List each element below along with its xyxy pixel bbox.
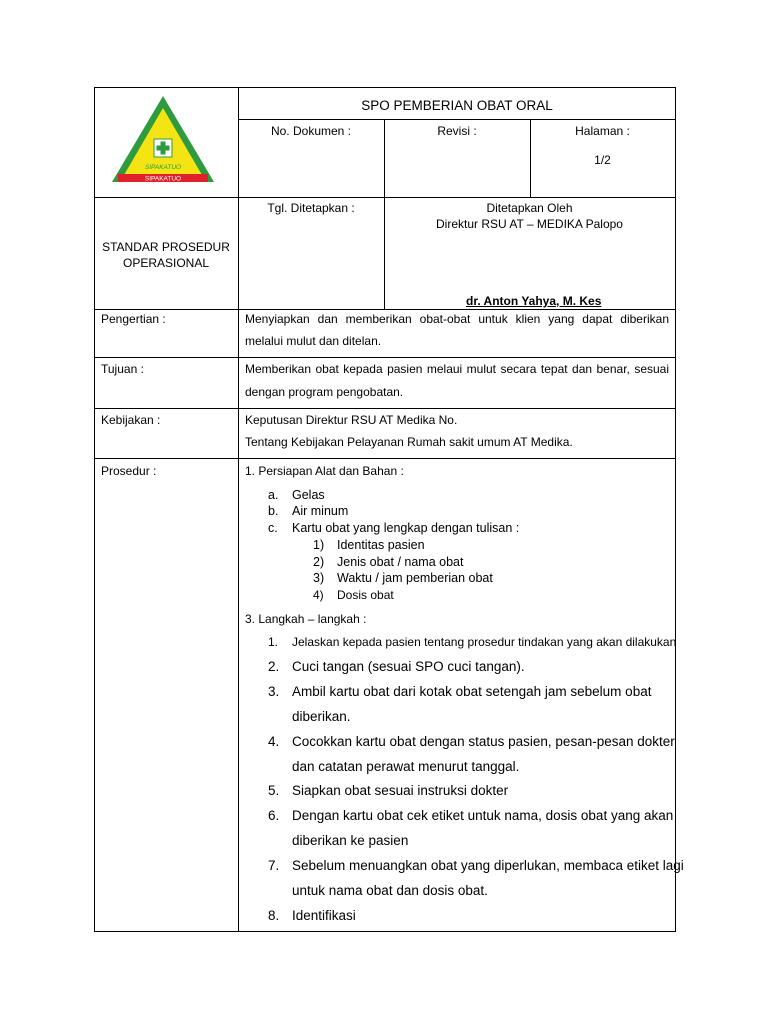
step-marker: 7. — [268, 858, 280, 873]
prosedur-heading1: 1. Persiapan Alat dan Bahan : — [245, 464, 404, 478]
sub-item: Identitas pasien — [337, 538, 425, 552]
border-tujuan-bottom — [94, 408, 676, 409]
step-text: Cocokkan kartu obat dengan status pasien, pesan-pesan dokter — [292, 734, 675, 749]
pengertian-label: Pengertian : — [101, 312, 166, 326]
step-marker: 1. — [268, 635, 279, 649]
prosedur-heading2: 3. Langkah – langkah : — [245, 612, 367, 626]
list-item-marker: b. — [268, 504, 279, 518]
page-value: 1/2 — [594, 153, 611, 167]
border-row1-bottom — [94, 197, 676, 198]
step-text-cont: dan catatan perawat menurut tanggal. — [292, 759, 520, 774]
signatory-name: dr. Anton Yahya, M. Kes — [466, 294, 602, 308]
revision-label: Revisi : — [437, 124, 477, 138]
page-label: Halaman : — [575, 124, 630, 138]
step-text: Siapkan obat sesuai instruksi dokter — [292, 783, 509, 798]
kebijakan-line2: Tentang Kebijakan Pelayanan Rumah sakit umum AT Medika. — [245, 435, 573, 449]
step-marker: 8. — [268, 908, 280, 923]
border-right — [675, 87, 676, 932]
list-item-marker: c. — [268, 521, 278, 535]
sub-item: Waktu / jam pemberian obat — [337, 571, 493, 585]
sop-label-line1: STANDAR PROSEDUR — [102, 240, 230, 254]
step-text-cont: diberikan. — [292, 709, 351, 724]
sub-item-marker: 3) — [313, 571, 325, 585]
sop-label-line2: OPERASIONAL — [122, 256, 210, 270]
border-row2-bottom — [94, 309, 676, 310]
hospital-logo — [110, 94, 216, 186]
border-kebijakan-bottom — [94, 458, 676, 459]
date-set-label: Tgl. Ditetapkan : — [267, 201, 355, 215]
step-text: Ambil kartu obat dari kotak obat setengah jam sebelum obat — [292, 684, 652, 699]
list-item: Gelas — [292, 488, 325, 502]
logo-text-top: SIPAKATUO — [144, 164, 182, 171]
pengertian-line1: Menyiapkan dan memberikan obat-obat untuk klien yang dapat diberikan — [245, 312, 669, 326]
tujuan-label: Tujuan : — [101, 362, 144, 376]
step-text: Cuci tangan (sesuai SPO cuci tangan). — [292, 659, 525, 674]
step-marker: 5. — [268, 783, 280, 798]
sub-item: Dosis obat — [337, 588, 394, 602]
tujuan-line2: dengan program pengobatan. — [245, 385, 404, 399]
set-by-line2: Direktur RSU AT – MEDIKA Palopo — [436, 217, 623, 231]
list-item: Kartu obat yang lengkap dengan tulisan : — [292, 521, 520, 535]
border-top — [94, 87, 676, 88]
step-text: Identifikasi — [292, 908, 356, 923]
step-text: Jelaskan kepada pasien tentang prosedur tindakan yang akan dilakukan — [292, 635, 677, 649]
border-bottom — [94, 931, 676, 932]
logo-text-bottom: SIPAKATUO — [144, 175, 182, 183]
sub-item-marker: 1) — [313, 538, 325, 552]
kebijakan-line1: Keputusan Direktur RSU AT Medika No. — [245, 413, 458, 427]
step-text-cont: untuk nama obat dan dosis obat. — [292, 883, 488, 898]
list-item-marker: a. — [268, 488, 279, 502]
step-text-cont: diberikan ke pasien — [292, 833, 409, 848]
border-pengertian-bottom — [94, 357, 676, 358]
step-marker: 4. — [268, 734, 280, 749]
border-left — [94, 87, 95, 932]
logo-cross-h — [157, 146, 170, 151]
document-title: SPO PEMBERIAN OBAT ORAL — [361, 98, 553, 113]
step-marker: 2. — [268, 659, 280, 674]
step-text: Sebelum menuangkan obat yang diperlukan, membaca etiket lagi — [292, 858, 684, 873]
doc-no-label: No. Dokumen : — [270, 124, 352, 138]
sub-item: Jenis obat / nama obat — [337, 555, 464, 569]
prosedur-label: Prosedur : — [101, 464, 157, 478]
sub-item-marker: 2) — [313, 555, 325, 569]
pengertian-line2: melalui mulut dan ditelan. — [245, 334, 382, 348]
border-header-divider — [238, 119, 676, 120]
list-item: Air minum — [292, 504, 349, 518]
step-marker: 3. — [268, 684, 280, 699]
set-by-line1: Ditetapkan Oleh — [486, 201, 573, 215]
sub-item-marker: 4) — [313, 588, 324, 602]
step-text: Dengan kartu obat cek etiket untuk nama, dosis obat yang akan — [292, 808, 674, 823]
step-marker: 6. — [268, 808, 280, 823]
kebijakan-label: Kebijakan : — [101, 413, 161, 427]
tujuan-line1: Memberikan obat kepada pasien melaui mulut secara tepat dan benar, sesuai — [245, 362, 669, 376]
